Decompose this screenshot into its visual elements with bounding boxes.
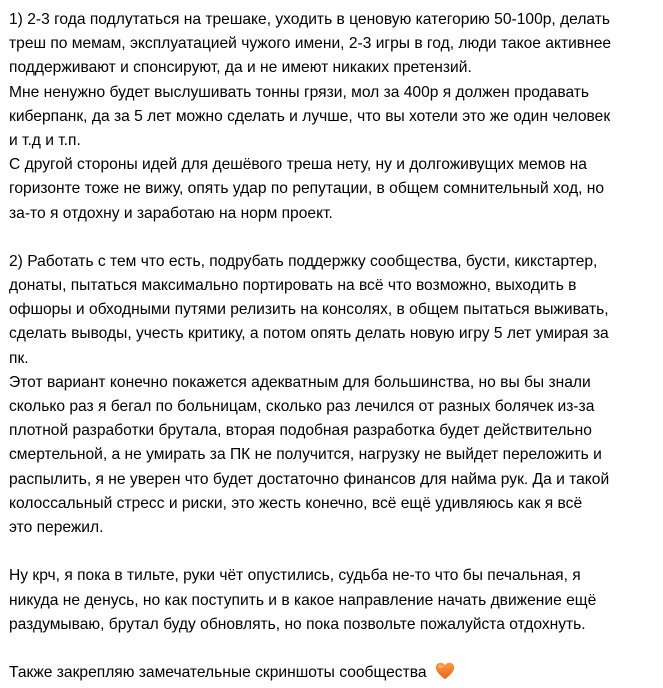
- text-line: сколько раз я бегал по больницам, сколько раз лечился от разных болячек из-за: [9, 398, 595, 415]
- orange-heart-icon: [435, 662, 455, 688]
- closing-text: Также закрепляю замечательные скриншоты сообщества: [9, 664, 427, 682]
- closing-line: [9, 661, 659, 685]
- text-line: 2) Работать с тем что есть, подрубать поддержку сообщества, бусти, кикстартер,: [9, 252, 598, 270]
- text-line: поддерживают и спонсируют, да и не имеют никаких претензий.: [9, 59, 472, 77]
- text-line: никуда не денусь, но как поступить и в какое направление начать движение ещё: [9, 591, 597, 609]
- text-line: донаты, пытаться максимально портировать на всё что возможно, выходить в: [9, 277, 577, 295]
- text-line: Ну крч, я пока в тильте, руки чёт опустились, судьба не-то что бы печальная, я: [9, 567, 581, 585]
- text-line: смертельной, а не умирать за ПК не получится, нагрузку не выйдет переложить и: [9, 446, 602, 464]
- paragraph-2: [9, 250, 659, 540]
- text-line: Мне ненужно будет выслушивать тонны грязи, мол за 400р я должен продавать: [9, 83, 590, 101]
- text-line: треш по мемам, эксплуатацией чужого имени, 2-3 игры в год, люди такое активнее: [9, 35, 612, 53]
- text-line: пк.: [9, 349, 29, 367]
- text-line: офшоры и обходными путями релизить на консолях, в общем пытаться выживать,: [9, 301, 609, 319]
- text-line: раздумываю, брутал буду обновлять, но пока позвольте пожалуйста отдохнуть.: [9, 615, 586, 633]
- text-line: горизонте тоже не вижу, опять удар по репутации, в общем сомнительный ход, но: [9, 180, 605, 198]
- text-line: это пережил.: [9, 518, 104, 536]
- paragraph-gap: [9, 637, 659, 661]
- text-line: 1) 2-3 года подлутаться на трешаке, уходить в ценовую категорию 50-100р, делать: [9, 11, 611, 28]
- text-line: С другой стороны идей для дешёвого треша нету, ну и долгоживущих мемов на: [9, 156, 587, 174]
- paragraph-gap: [9, 226, 659, 250]
- text-line: распылить, я не уверен что будет достаточно финансов для найма рук. Да и такой: [9, 470, 610, 488]
- text-line: за-то я отдохну и заработаю на норм проект.: [9, 204, 333, 222]
- text-line: сделать выводы, учесть критику, а потом опять делать новую игру 5 лет умирая за: [9, 325, 609, 343]
- paragraph-3: [9, 564, 659, 637]
- paragraph-gap: [9, 540, 659, 564]
- text-line: и т.д и т.п.: [9, 131, 81, 149]
- text-line: киберпанк, да за 5 лет можно сделать и лучше, что вы хотели это же один человек: [9, 107, 611, 125]
- post-body: [9, 8, 659, 685]
- text-line: колоссальный стресс и риски, это жесть конечно, всё ещё удивляюсь как я всё: [9, 494, 583, 512]
- text-line: плотной разработки брутала, вторая подобная разработка будет действительно: [9, 422, 592, 440]
- text-line: Этот вариант конечно покажется адекватным для большинства, но вы бы знали: [9, 373, 591, 391]
- paragraph-1: [9, 8, 659, 226]
